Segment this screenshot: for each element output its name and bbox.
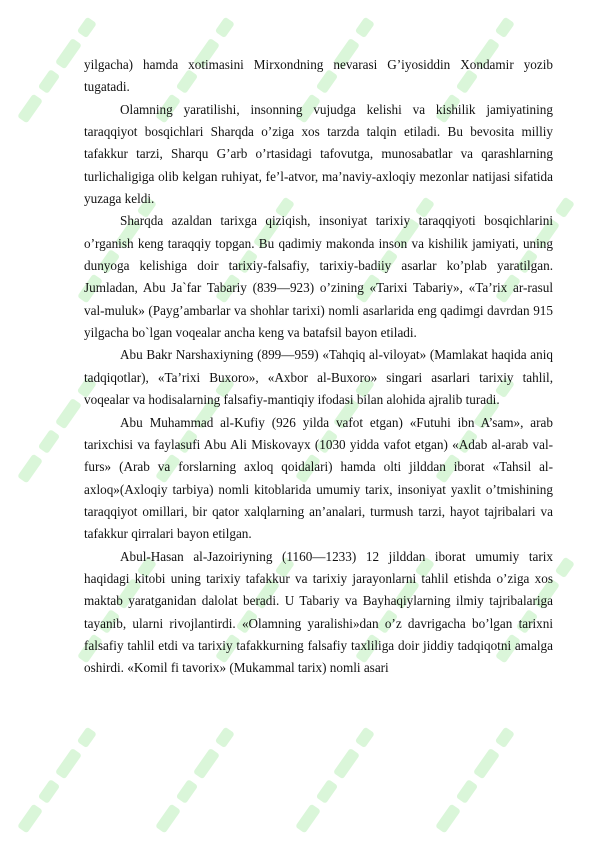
paragraph: Olamning yaratilishi, insonning vujudga kelishi va kishilik jamiyatining taraqqiyot bosqichlari Sharqda o’ziga xos tarzda talqin etiladi. Bu bevosita milliy tafakkur tarzi, Sharqu G’arb o’rtasidagi tafovutga, munosabatlar va qarashlarning turlichaligiga olib kelgan ruhiyat, fe’l-atvor, ma’naviy-axloqiy mezonlar natijasi sifatida yuzaga keldi.	[84, 101, 553, 207]
watermark-mark	[17, 727, 97, 834]
paragraph: Abu Muhammad al-Kufiy (926 yilda vafot etgan) «Futuhi ibn A’sam», arab tarixchisi va faylasufi Abu Ali Miskovayx (1030 yidda vafot etgan) «Adab al-arab val-furs» (Arab va forslarning axloq qoidalari) hamda olti jilddan iborat «Tahsil al-axloq»(Axloqiy tarbiya) nomli kitoblarida umumiy tarix, insoniyat yaxlit o’tmishining taraqqiyot omillari, bir qator xalqlarning an’analari, turmush tarzi, hayot tajribalari va tafakkur qirralari bayon etilgan.	[84, 414, 553, 542]
body-text	[84, 54, 553, 680]
watermark-mark	[295, 727, 375, 834]
paragraph: Sharqda azaldan tarixga qiziqish, insoniyat tarixiy taraqqiyoti bosqichlarini o’rganish keng taraqqiy topgan. Bu qadimiy makonda inson va kishilik jamiyati, uning dunyoga kelishiga doir tarixiy-falsafiy, tarixiy-badiiy asarlar ko’plab yaratilgan. Jumladan, Abu Ja`far Tabariy (839—923) o’zining «Tarixi Tabariy», «Ta’rix ar-rasul val-muluk» (Payg’ambarlar va shohlar tarixi) nomli asarlarida eng qadimgi davrdan 915 yilgacha bo`lgan voqealar ancha keng va batafsil bayon etiladi.	[84, 213, 553, 341]
paragraph: Abu Bakr Narshaxiyning (899—959) «Tahqiq al-viloyat» (Mamlakat haqida aniq tadqiqotlar), «Ta’rixi Buxoro», «Axbor al-Buxoro» singari asarlari tarixiy tahlil, voqealar va hodisalarning falsafiy-mantiqiy ifodasi bilan alohida ajralib turadi.	[84, 347, 553, 408]
paragraph-continuation: yilgacha) hamda xotimasini Mirxondning nevarasi G’iyosiddin Xondamir yozib tugatadi.	[84, 57, 553, 95]
watermark-mark	[155, 727, 235, 834]
paragraph: Abul-Hasan al-Jazoiriyning (1160—1233) 12 jilddan iborat umumiy tarix haqidagi kitobi uning tarixiy tafakkur va tarixiy jarayonlarni tahlil etishda o’ziga xos maktab yaratganidan dalolat beradi. U Tabariy va Bayhaqiylarning ilmiy tajribalariga tayanib, ularni rivojlantirdi. «Olamning yaralishi»dan o’z davrigacha bo’lgan tarixni falsafiy tahlil etdi va tarixiy tafakkurning falsafiy taxliliga doir jiddiy tadqiqotni amalga oshirdi. «Komil fi tavorix» (Mukammal tarix) nomli asari	[84, 548, 553, 676]
watermark-mark	[435, 727, 515, 834]
